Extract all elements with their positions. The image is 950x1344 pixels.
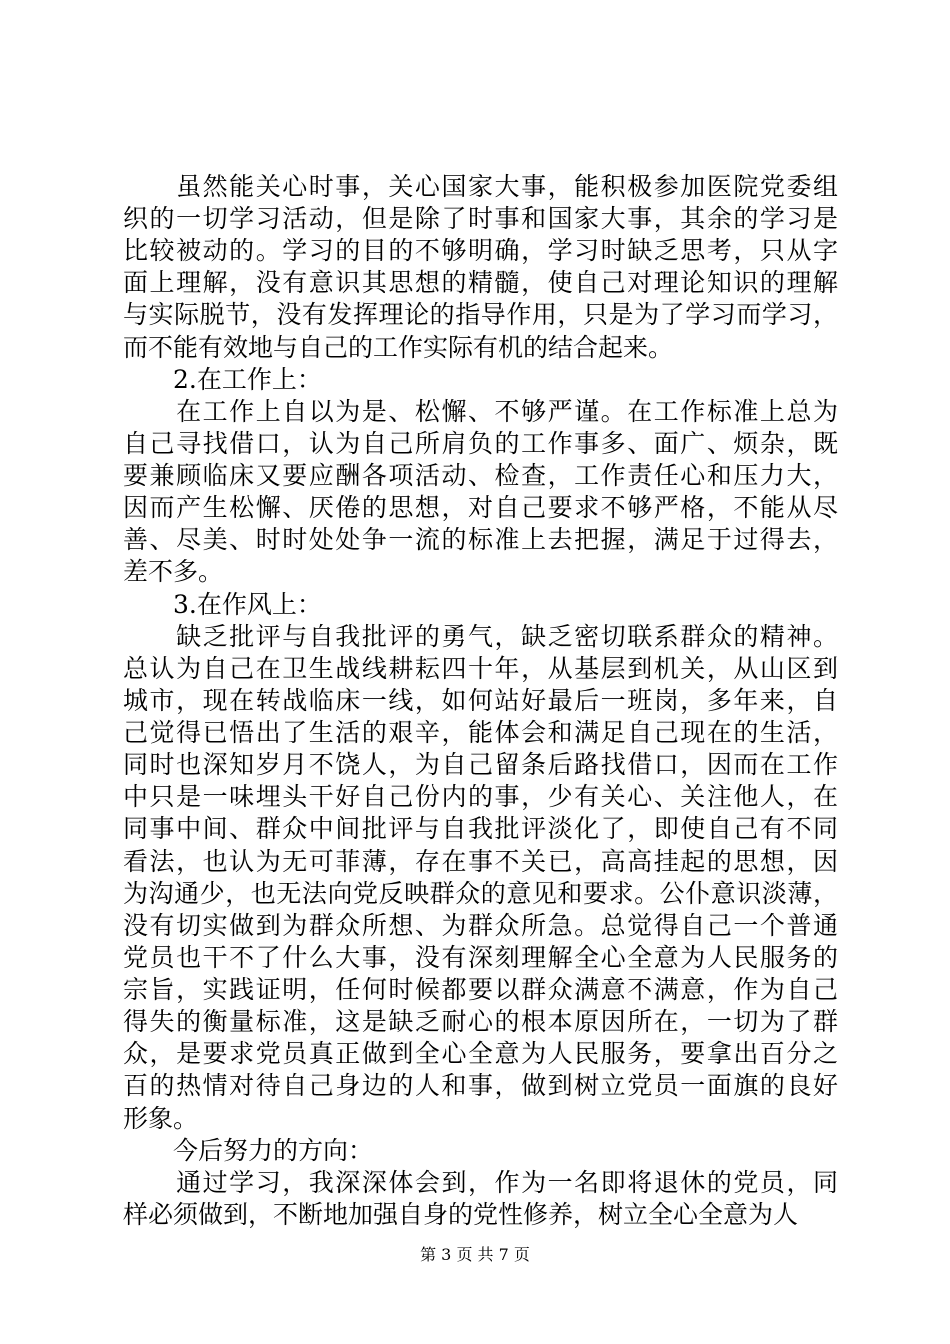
paragraph-line: 看法，也认为无可菲薄，存在事不关已，高高挂起的思想，因 — [123, 846, 838, 876]
paragraph-line: 善、尽美、时时处处争一流的标准上去把握，满足于过得去， — [123, 525, 838, 555]
paragraph-line: 自己寻找借口，认为自己所肩负的工作事多、面广、烦杂，既 — [123, 428, 838, 458]
section-heading: 3.在作风上： — [123, 589, 322, 619]
paragraph-line: 而不能有效地与自己的工作实际有机的结合起来。 — [123, 332, 674, 362]
paragraph-line: 城市，现在转战临床一线，如何站好最后一班岗，多年来，自 — [123, 685, 838, 715]
paragraph-line: 总认为自己在卫生战线耕耘四十年，从基层到机关，从山区到 — [123, 653, 838, 683]
paragraph-line: 己觉得已悟出了生活的艰辛，能体会和满足自己现在的生活， — [123, 718, 838, 748]
document-body — [123, 171, 838, 1231]
paragraph-line: 通过学习，我深深体会到，作为一名即将退休的党员，同 — [123, 1167, 838, 1197]
paragraph-line: 党员也干不了什么大事，没有深刻理解全心全意为人民服务的 — [123, 942, 838, 972]
paragraph-line: 得失的衡量标准，这是缺乏耐心的根本原因所在，一切为了群 — [123, 1007, 838, 1037]
section-heading: 今后努力的方向： — [123, 1135, 374, 1165]
paragraph-line: 差不多。 — [123, 557, 224, 587]
paragraph-line: 同事中间、群众中间批评与自我批评淡化了，即使自己有不同 — [123, 814, 838, 844]
paragraph-line: 织的一切学习活动，但是除了时事和国家大事，其余的学习是 — [123, 204, 838, 234]
paragraph-line: 缺乏批评与自我批评的勇气，缺乏密切联系群众的精神。 — [123, 621, 838, 651]
paragraph-line: 在工作上自以为是、松懈、不够严谨。在工作标准上总为 — [123, 396, 838, 426]
paragraph-line: 因而产生松懈、厌倦的思想，对自己要求不够严格，不能从尽 — [123, 493, 838, 523]
paragraph-line: 中只是一味埋头干好自己份内的事，少有关心、关注他人，在 — [123, 782, 838, 812]
paragraph-line: 面上理解，没有意识其思想的精髓，使自己对理论知识的理解 — [123, 268, 838, 298]
paragraph-line: 虽然能关心时事，关心国家大事，能积极参加医院党委组 — [123, 172, 838, 201]
paragraph-line: 为沟通少，也无法向党反映群众的意见和要求。公仆意识淡薄， — [123, 878, 838, 908]
paragraph-line: 要兼顾临床又要应酬各项活动、检查，工作责任心和压力大， — [123, 461, 838, 491]
paragraph-line: 众，是要求党员真正做到全心全意为人民服务，要拿出百分之 — [123, 1039, 838, 1069]
section-heading: 2.在工作上： — [123, 364, 322, 394]
paragraph-line: 宗旨，实践证明，任何时候都要以群众满意不满意，作为自己 — [123, 975, 838, 1005]
paragraph-line: 同时也深知岁月不饶人，为自己留条后路找借口，因而在工作 — [123, 750, 838, 780]
paragraph-line: 形象。 — [123, 1103, 199, 1133]
paragraph-line: 比较被动的。学习的目的不够明确，学习时缺乏思考，只从字 — [123, 236, 838, 266]
page-number-footer: 第 3 页 共 7 页 — [420, 1245, 530, 1264]
paragraph-line: 样必须做到，不断地加强自身的党性修养，树立全心全意为人 — [123, 1199, 799, 1229]
paragraph-line: 与实际脱节，没有发挥理论的指导作用，只是为了学习而学习， — [123, 300, 838, 330]
paragraph-line: 没有切实做到为群众所想、为群众所急。总觉得自己一个普通 — [123, 910, 838, 940]
paragraph-line: 百的热情对待自己身边的人和事，做到树立党员一面旗的良好 — [123, 1071, 838, 1101]
